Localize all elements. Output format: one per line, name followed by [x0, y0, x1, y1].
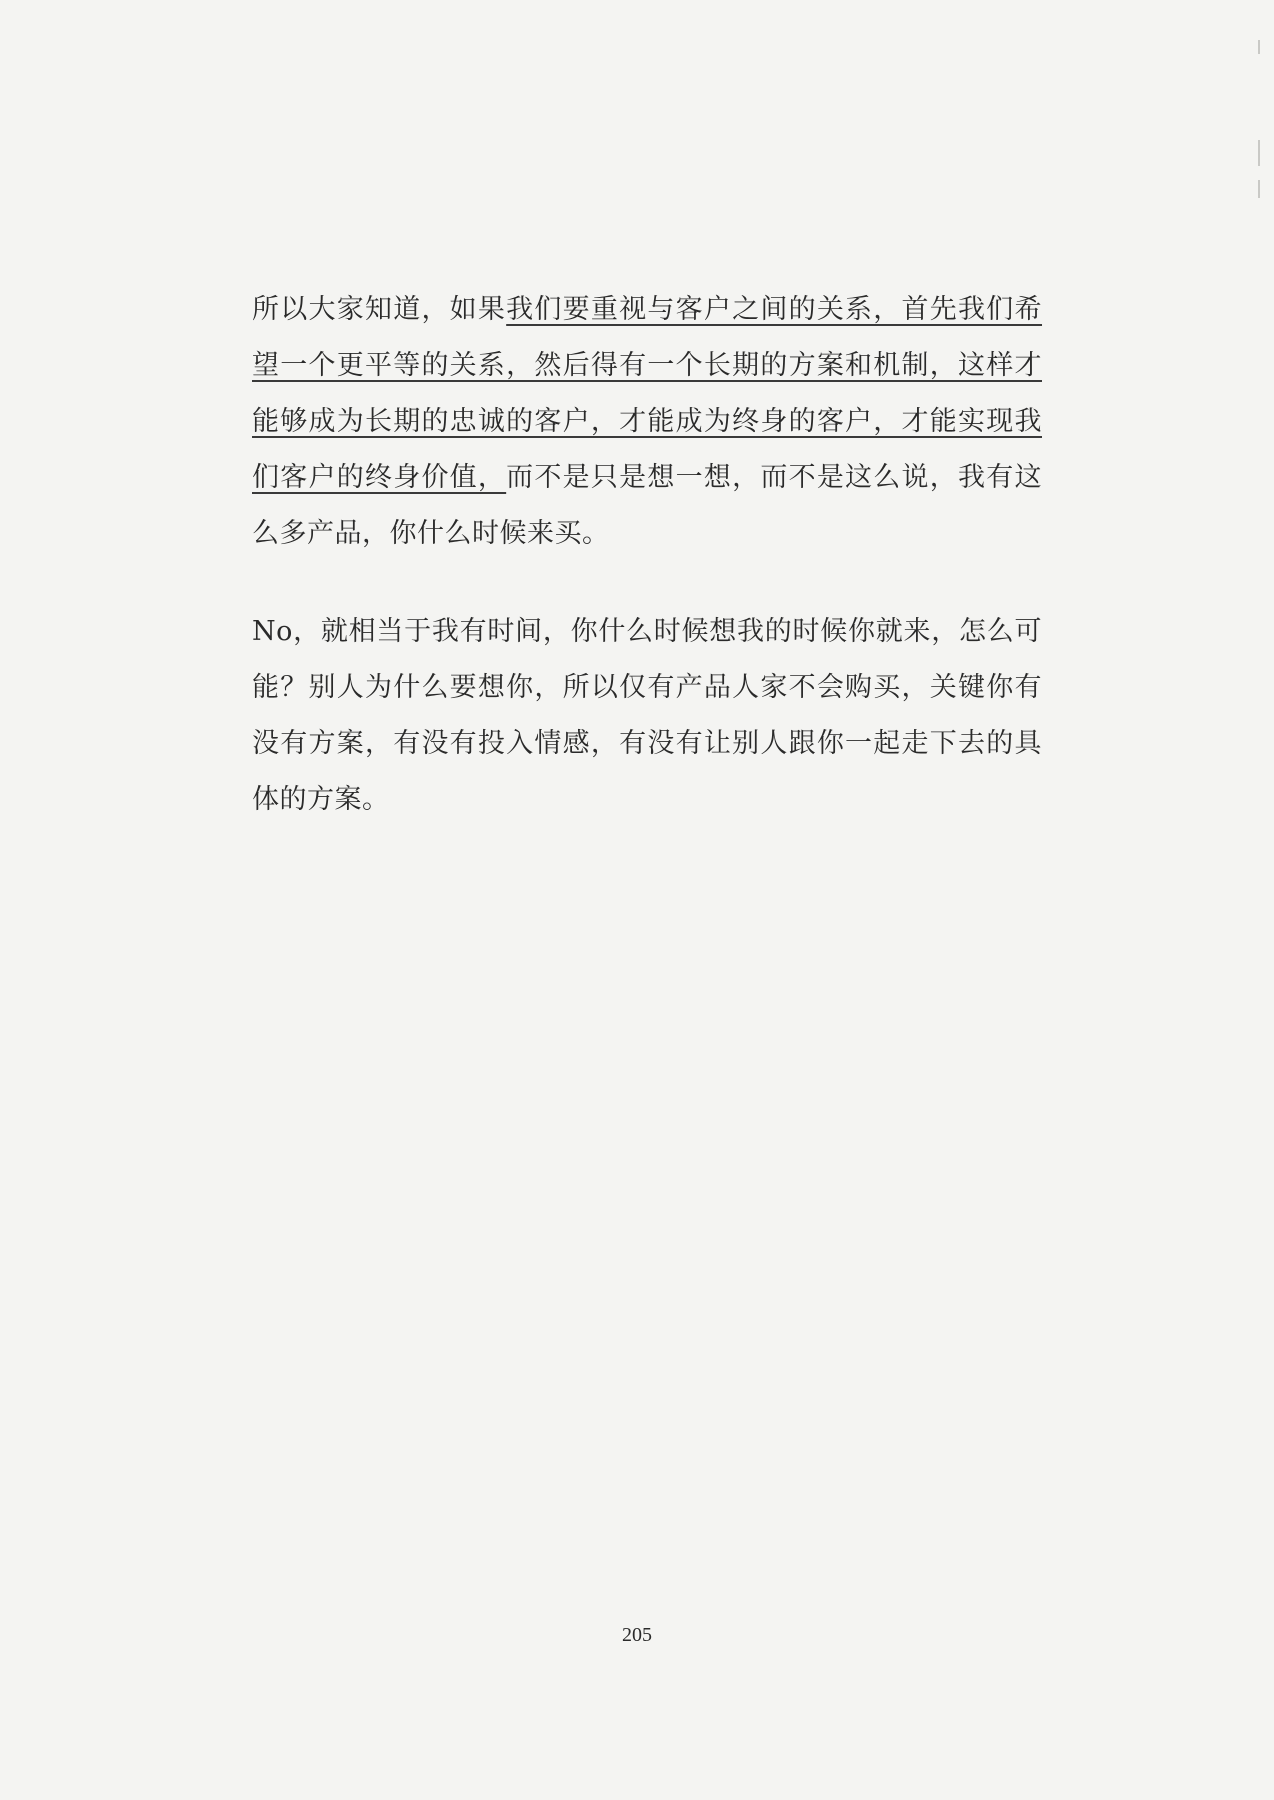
paragraph-2: [252, 604, 1042, 828]
paragraph-2-text: No，就相当于我有时间，你什么时候想我的时候你就来，怎么可能？别人为什么要想你，所以仅有产品人家不会购买，关键你有没有方案，有没有投入情感，有没有让别人跟你一起走下去的具体的方案。: [252, 616, 1042, 815]
paragraph-1-ending: 而不是只是想一想，而不是这么说，我有这么多产品，你什么时候来买。: [252, 462, 1043, 549]
paragraph-1: [252, 282, 1042, 562]
scan-edge-marks: [1258, 40, 1262, 200]
body-text: [252, 282, 1042, 828]
paragraph-1-underlined-text: 我们要重视与客户之间的关系，首先我们希望一个更平等的关系，然后得有一个长期的方案和机制，这样才能够成为长期的忠诚的客户，才能成为终身的客户，才能实现我们客户的终身价值，: [252, 294, 1043, 493]
page-number: 205: [622, 1624, 652, 1646]
paragraph-1-intro: 所以大家知道，如果: [252, 294, 507, 325]
